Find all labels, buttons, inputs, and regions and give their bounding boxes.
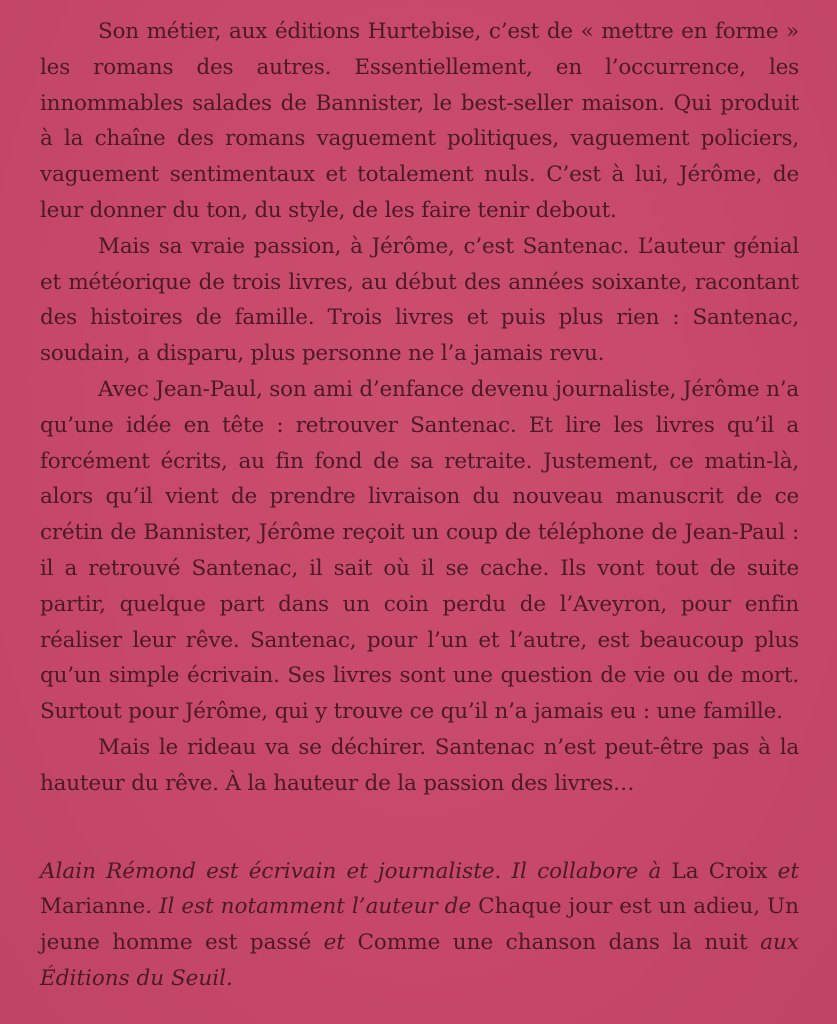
summary-paragraph-3: Avec Jean-Paul, son ami d’enfance devenu journaliste, Jérôme n’a qu’une idée en tête : retrouver Santenac. Et lire les livres qu’il a forcément écrits, au fin fond de sa retraite. Justement, ce matin-là, alors qu’il vient de prendre livraison du nouveau manuscrit de ce crétin de Bannister, Jérôme reçoit un coup de téléphone de Jean-Paul : il a retrouvé Santenac, il sait où il se cache. Ils vont tout de suite partir, quelque part dans un coin perdu de l’Aveyron, pour enfin réaliser leur rêve. Santenac, pour l’un et l’autre, est beaucoup plus qu’un simple écrivain. Ses livres sont une question de vie ou de mort. Surtout pour Jérôme, qui y trouve ce qu’il n’a jamais eu : une famille.: [40, 376, 799, 725]
bio-segment: . Il est notamment l’auteur de: [145, 894, 479, 920]
bio-book-title-chanson: Comme une chanson dans la nuit: [357, 930, 748, 956]
summary-paragraph-2: Mais sa vraie passion, à Jérôme, c’est Santenac. L’auteur génial et météorique de trois livres, au début des années soixante, racontant des histoires de famille. Trois livres et puis plus rien : Santenac, soudain, a disparu, plus personne ne l’a jamais revu.: [40, 233, 799, 367]
author-bio: [40, 854, 799, 997]
summary-text: [40, 14, 799, 802]
bio-title-la-croix: La Croix: [671, 858, 768, 884]
summary-paragraph-4: Mais le rideau va se déchirer. Santenac n’est peut-être pas à la hauteur du rêve. À la hauteur de la passion des livres…: [40, 734, 799, 796]
bio-segment: et: [767, 858, 799, 884]
bio-publisher: aux Éditions du Seuil.: [40, 930, 799, 991]
bio-book-titles: Chaque jour est un adieu, Un jeune homme est passé: [40, 894, 799, 956]
bio-title-marianne: Marianne: [40, 894, 146, 920]
bio-segment: Alain Rémond est écrivain et journaliste. Il collabore à: [40, 858, 672, 884]
summary-paragraph-1: Son métier, aux éditions Hurtebise, c’est de « mettre en forme » les romans des autres. Essentiellement, en l’occurrence, les innommables salades de Bannister, le best-seller maison. Qui produit à la chaîne des romans vaguement politiques, vaguement policiers, vaguement sentimentaux et totalement nuls. C’est à lui, Jérôme, de leur donner du ton, du style, de les faire tenir debout.: [40, 19, 799, 223]
bio-segment: et: [311, 930, 358, 956]
